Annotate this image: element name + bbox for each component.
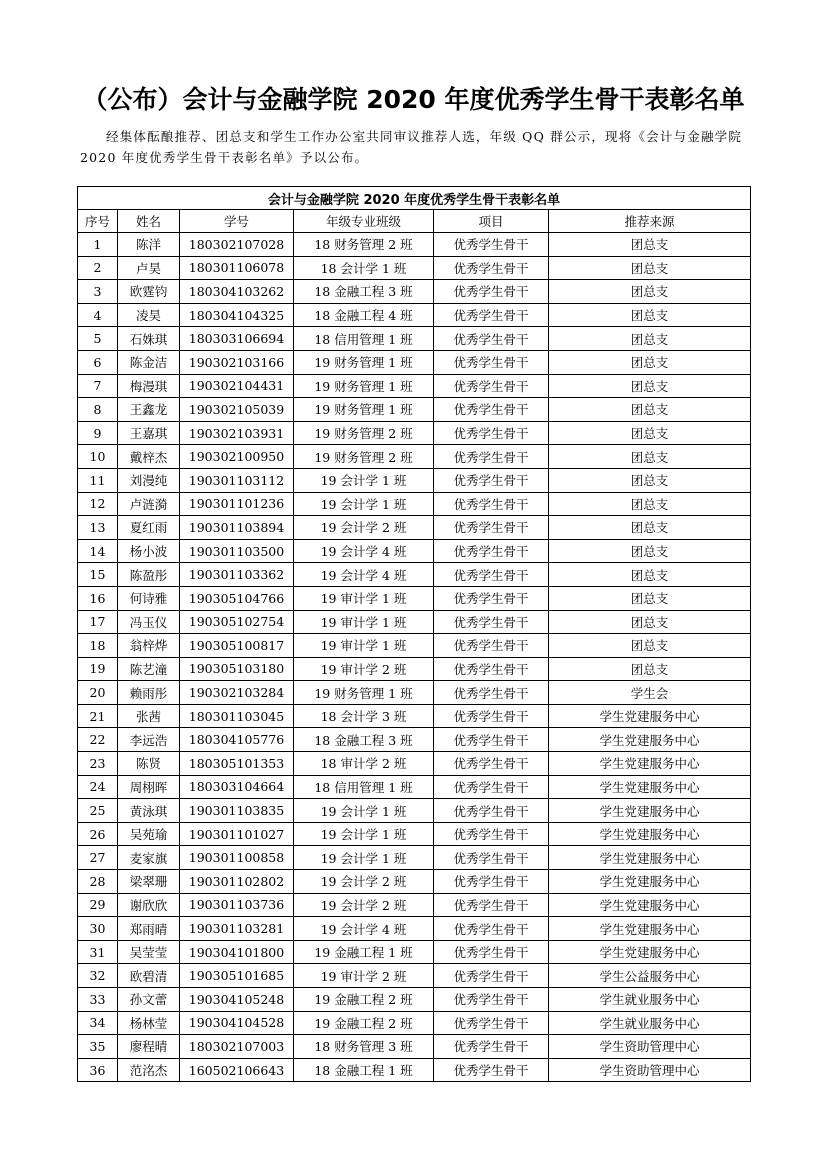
cell-source: 团总支 <box>549 233 751 257</box>
cell-source: 学生就业服务中心 <box>549 988 751 1012</box>
cell-index: 36 <box>78 1058 118 1082</box>
table-caption-row <box>78 187 751 210</box>
cell-index: 15 <box>78 563 118 587</box>
cell-class: 19 金融工程 2 班 <box>294 1011 434 1035</box>
cell-class: 19 审计学 1 班 <box>294 634 434 658</box>
cell-category: 优秀学生骨干 <box>434 374 549 398</box>
cell-index: 8 <box>78 398 118 422</box>
cell-student-id: 190302100950 <box>180 445 294 469</box>
cell-category: 优秀学生骨干 <box>434 893 549 917</box>
table-row <box>78 233 751 257</box>
cell-category: 优秀学生骨干 <box>434 280 549 304</box>
cell-category: 优秀学生骨干 <box>434 421 549 445</box>
cell-class: 19 金融工程 1 班 <box>294 940 434 964</box>
cell-source: 学生公益服务中心 <box>549 964 751 988</box>
cell-name: 陈洋 <box>118 233 180 257</box>
table-row <box>78 657 751 681</box>
cell-student-id: 180301103045 <box>180 704 294 728</box>
cell-name: 卢昊 <box>118 256 180 280</box>
cell-student-id: 180302107003 <box>180 1035 294 1059</box>
cell-index: 35 <box>78 1035 118 1059</box>
cell-index: 30 <box>78 917 118 941</box>
cell-student-id: 190301103736 <box>180 893 294 917</box>
table-row <box>78 1035 751 1059</box>
table-row <box>78 539 751 563</box>
table-row <box>78 280 751 304</box>
cell-source: 团总支 <box>549 374 751 398</box>
cell-source: 团总支 <box>549 586 751 610</box>
table-row <box>78 350 751 374</box>
cell-student-id: 190301102802 <box>180 870 294 894</box>
cell-class: 19 会计学 1 班 <box>294 468 434 492</box>
cell-index: 6 <box>78 350 118 374</box>
cell-class: 19 会计学 2 班 <box>294 516 434 540</box>
honor-roll-table <box>77 186 751 1082</box>
table-row <box>78 752 751 776</box>
cell-name: 陈艺潼 <box>118 657 180 681</box>
table-row <box>78 822 751 846</box>
cell-student-id: 190304105248 <box>180 988 294 1012</box>
table-row <box>78 610 751 634</box>
cell-source: 团总支 <box>549 468 751 492</box>
cell-name: 郑雨晴 <box>118 917 180 941</box>
cell-student-id: 180303106694 <box>180 327 294 351</box>
cell-name: 石姝琪 <box>118 327 180 351</box>
cell-name: 梁翠珊 <box>118 870 180 894</box>
table-row <box>78 704 751 728</box>
table-row <box>78 516 751 540</box>
cell-category: 优秀学生骨干 <box>434 870 549 894</box>
cell-name: 凌昊 <box>118 303 180 327</box>
cell-student-id: 190302103166 <box>180 350 294 374</box>
cell-source: 学生党建服务中心 <box>549 728 751 752</box>
header-source: 推荐来源 <box>549 210 751 233</box>
cell-student-id: 190302103284 <box>180 681 294 705</box>
cell-class: 19 会计学 2 班 <box>294 870 434 894</box>
cell-class: 18 信用管理 1 班 <box>294 327 434 351</box>
cell-index: 23 <box>78 752 118 776</box>
cell-source: 团总支 <box>549 280 751 304</box>
cell-class: 19 审计学 1 班 <box>294 610 434 634</box>
cell-index: 17 <box>78 610 118 634</box>
cell-index: 18 <box>78 634 118 658</box>
cell-category: 优秀学生骨干 <box>434 516 549 540</box>
cell-category: 优秀学生骨干 <box>434 256 549 280</box>
cell-class: 18 会计学 1 班 <box>294 256 434 280</box>
cell-index: 10 <box>78 445 118 469</box>
cell-category: 优秀学生骨干 <box>434 233 549 257</box>
table-row <box>78 728 751 752</box>
cell-index: 11 <box>78 468 118 492</box>
cell-category: 优秀学生骨干 <box>434 775 549 799</box>
cell-name: 刘漫纯 <box>118 468 180 492</box>
cell-source: 学生党建服务中心 <box>549 870 751 894</box>
cell-source: 学生党建服务中心 <box>549 775 751 799</box>
table-row <box>78 846 751 870</box>
cell-class: 19 财务管理 1 班 <box>294 374 434 398</box>
cell-class: 19 财务管理 1 班 <box>294 398 434 422</box>
cell-index: 3 <box>78 280 118 304</box>
cell-index: 12 <box>78 492 118 516</box>
cell-student-id: 190305100817 <box>180 634 294 658</box>
cell-class: 19 财务管理 1 班 <box>294 350 434 374</box>
table-row <box>78 917 751 941</box>
cell-source: 团总支 <box>549 421 751 445</box>
table-row <box>78 1058 751 1082</box>
cell-index: 14 <box>78 539 118 563</box>
cell-name: 王鑫龙 <box>118 398 180 422</box>
page-title: （公布）会计与金融学院 2020 年度优秀学生骨干表彰名单 <box>82 85 745 114</box>
table-row <box>78 940 751 964</box>
cell-source: 学生资助管理中心 <box>549 1035 751 1059</box>
cell-source: 学生就业服务中心 <box>549 1011 751 1035</box>
cell-student-id: 190301103500 <box>180 539 294 563</box>
cell-class: 19 会计学 1 班 <box>294 799 434 823</box>
cell-category: 优秀学生骨干 <box>434 1035 549 1059</box>
table-row <box>78 988 751 1012</box>
cell-student-id: 160502106643 <box>180 1058 294 1082</box>
cell-source: 团总支 <box>549 350 751 374</box>
cell-name: 赖雨彤 <box>118 681 180 705</box>
cell-name: 陈金洁 <box>118 350 180 374</box>
table-row <box>78 492 751 516</box>
cell-student-id: 190301103894 <box>180 516 294 540</box>
cell-index: 33 <box>78 988 118 1012</box>
cell-source: 团总支 <box>549 563 751 587</box>
cell-category: 优秀学生骨干 <box>434 303 549 327</box>
cell-category: 优秀学生骨干 <box>434 350 549 374</box>
table-row <box>78 1011 751 1035</box>
table-body <box>78 233 751 1082</box>
cell-category: 优秀学生骨干 <box>434 988 549 1012</box>
cell-source: 学生党建服务中心 <box>549 893 751 917</box>
cell-index: 26 <box>78 822 118 846</box>
cell-name: 张茜 <box>118 704 180 728</box>
cell-student-id: 180304103262 <box>180 280 294 304</box>
table-row <box>78 799 751 823</box>
table-row <box>78 634 751 658</box>
cell-name: 何诗雅 <box>118 586 180 610</box>
table-row <box>78 468 751 492</box>
cell-class: 18 信用管理 1 班 <box>294 775 434 799</box>
cell-class: 18 金融工程 3 班 <box>294 728 434 752</box>
cell-index: 31 <box>78 940 118 964</box>
table-row <box>78 327 751 351</box>
cell-source: 学生党建服务中心 <box>549 752 751 776</box>
cell-category: 优秀学生骨干 <box>434 822 549 846</box>
cell-index: 28 <box>78 870 118 894</box>
cell-index: 13 <box>78 516 118 540</box>
cell-source: 团总支 <box>549 492 751 516</box>
cell-category: 优秀学生骨干 <box>434 586 549 610</box>
cell-index: 16 <box>78 586 118 610</box>
cell-student-id: 190305102754 <box>180 610 294 634</box>
cell-source: 团总支 <box>549 634 751 658</box>
cell-name: 廖程晴 <box>118 1035 180 1059</box>
cell-category: 优秀学生骨干 <box>434 539 549 563</box>
cell-student-id: 190301103362 <box>180 563 294 587</box>
cell-class: 19 会计学 4 班 <box>294 539 434 563</box>
cell-name: 范洺杰 <box>118 1058 180 1082</box>
cell-index: 20 <box>78 681 118 705</box>
cell-class: 18 财务管理 2 班 <box>294 233 434 257</box>
cell-category: 优秀学生骨干 <box>434 846 549 870</box>
cell-name: 王嘉琪 <box>118 421 180 445</box>
table-row <box>78 256 751 280</box>
cell-source: 学生党建服务中心 <box>549 917 751 941</box>
table-row <box>78 445 751 469</box>
cell-class: 18 财务管理 3 班 <box>294 1035 434 1059</box>
cell-source: 团总支 <box>549 256 751 280</box>
cell-name: 周栩晖 <box>118 775 180 799</box>
cell-category: 优秀学生骨干 <box>434 610 549 634</box>
cell-student-id: 190301103835 <box>180 799 294 823</box>
table-row <box>78 398 751 422</box>
cell-class: 19 会计学 2 班 <box>294 893 434 917</box>
cell-source: 团总支 <box>549 303 751 327</box>
cell-student-id: 190305104766 <box>180 586 294 610</box>
cell-name: 夏红雨 <box>118 516 180 540</box>
cell-category: 优秀学生骨干 <box>434 468 549 492</box>
cell-name: 戴梓杰 <box>118 445 180 469</box>
cell-source: 团总支 <box>549 539 751 563</box>
cell-name: 陈盈彤 <box>118 563 180 587</box>
cell-index: 9 <box>78 421 118 445</box>
cell-index: 4 <box>78 303 118 327</box>
cell-category: 优秀学生骨干 <box>434 752 549 776</box>
cell-student-id: 190305101685 <box>180 964 294 988</box>
cell-class: 19 财务管理 2 班 <box>294 421 434 445</box>
table-row <box>78 303 751 327</box>
cell-category: 优秀学生骨干 <box>434 327 549 351</box>
cell-class: 18 审计学 2 班 <box>294 752 434 776</box>
cell-class: 19 审计学 2 班 <box>294 964 434 988</box>
table-row <box>78 775 751 799</box>
cell-source: 团总支 <box>549 657 751 681</box>
cell-category: 优秀学生骨干 <box>434 657 549 681</box>
cell-student-id: 190301103281 <box>180 917 294 941</box>
cell-index: 25 <box>78 799 118 823</box>
cell-student-id: 190302104431 <box>180 374 294 398</box>
cell-source: 团总支 <box>549 516 751 540</box>
cell-class: 18 金融工程 3 班 <box>294 280 434 304</box>
cell-category: 优秀学生骨干 <box>434 799 549 823</box>
cell-index: 19 <box>78 657 118 681</box>
cell-name: 黄泳琪 <box>118 799 180 823</box>
cell-index: 7 <box>78 374 118 398</box>
cell-category: 优秀学生骨干 <box>434 492 549 516</box>
cell-class: 19 会计学 4 班 <box>294 563 434 587</box>
cell-name: 吴莹莹 <box>118 940 180 964</box>
cell-index: 32 <box>78 964 118 988</box>
cell-category: 优秀学生骨干 <box>434 398 549 422</box>
cell-source: 学生党建服务中心 <box>549 704 751 728</box>
cell-student-id: 190304101800 <box>180 940 294 964</box>
cell-student-id: 190301101236 <box>180 492 294 516</box>
table-caption: 会计与金融学院 2020 年度优秀学生骨干表彰名单 <box>78 187 751 210</box>
table-row <box>78 421 751 445</box>
cell-category: 优秀学生骨干 <box>434 1011 549 1035</box>
cell-class: 19 会计学 1 班 <box>294 492 434 516</box>
cell-source: 学生党建服务中心 <box>549 822 751 846</box>
cell-student-id: 190301103112 <box>180 468 294 492</box>
cell-name: 李远浩 <box>118 728 180 752</box>
cell-source: 团总支 <box>549 327 751 351</box>
cell-class: 18 金融工程 4 班 <box>294 303 434 327</box>
cell-source: 团总支 <box>549 610 751 634</box>
cell-class: 19 财务管理 2 班 <box>294 445 434 469</box>
cell-class: 19 财务管理 1 班 <box>294 681 434 705</box>
cell-name: 梅漫琪 <box>118 374 180 398</box>
cell-index: 34 <box>78 1011 118 1035</box>
cell-name: 吴苑瑜 <box>118 822 180 846</box>
cell-name: 冯玉仪 <box>118 610 180 634</box>
cell-source: 团总支 <box>549 445 751 469</box>
cell-index: 21 <box>78 704 118 728</box>
cell-index: 27 <box>78 846 118 870</box>
cell-index: 5 <box>78 327 118 351</box>
table-row <box>78 681 751 705</box>
cell-name: 杨林莹 <box>118 1011 180 1035</box>
header-student-id: 学号 <box>180 210 294 233</box>
cell-class: 19 金融工程 2 班 <box>294 988 434 1012</box>
cell-name: 陈贤 <box>118 752 180 776</box>
cell-category: 优秀学生骨干 <box>434 681 549 705</box>
cell-name: 翁梓烨 <box>118 634 180 658</box>
cell-student-id: 190302103931 <box>180 421 294 445</box>
cell-source: 学生资助管理中心 <box>549 1058 751 1082</box>
cell-student-id: 180302107028 <box>180 233 294 257</box>
cell-name: 孙文蕾 <box>118 988 180 1012</box>
cell-source: 团总支 <box>549 398 751 422</box>
cell-class: 19 会计学 1 班 <box>294 846 434 870</box>
header-name: 姓名 <box>118 210 180 233</box>
cell-category: 优秀学生骨干 <box>434 940 549 964</box>
table-row <box>78 870 751 894</box>
cell-student-id: 190304104528 <box>180 1011 294 1035</box>
cell-category: 优秀学生骨干 <box>434 445 549 469</box>
table-row <box>78 893 751 917</box>
cell-name: 欧碧清 <box>118 964 180 988</box>
table-row <box>78 374 751 398</box>
cell-category: 优秀学生骨干 <box>434 634 549 658</box>
cell-class: 19 会计学 4 班 <box>294 917 434 941</box>
intro-paragraph: 经集体酝酿推荐、团总支和学生工作办公室共同审议推荐人选，年级 QQ 群公示，现将《会计与金融学院 2020 年度优秀学生骨干表彰名单》予以公布。 <box>80 129 743 165</box>
cell-student-id: 180301106078 <box>180 256 294 280</box>
cell-index: 29 <box>78 893 118 917</box>
cell-student-id: 190302105039 <box>180 398 294 422</box>
header-category: 项目 <box>434 210 549 233</box>
cell-name: 欧霆钧 <box>118 280 180 304</box>
cell-student-id: 180303104664 <box>180 775 294 799</box>
cell-student-id: 190305103180 <box>180 657 294 681</box>
table-row <box>78 563 751 587</box>
cell-index: 2 <box>78 256 118 280</box>
cell-class: 18 会计学 3 班 <box>294 704 434 728</box>
header-class: 年级专业班级 <box>294 210 434 233</box>
cell-class: 19 审计学 2 班 <box>294 657 434 681</box>
cell-category: 优秀学生骨干 <box>434 964 549 988</box>
table-header-row <box>78 210 751 233</box>
cell-class: 18 金融工程 1 班 <box>294 1058 434 1082</box>
cell-source: 学生会 <box>549 681 751 705</box>
cell-category: 优秀学生骨干 <box>434 704 549 728</box>
cell-index: 1 <box>78 233 118 257</box>
cell-student-id: 190301101027 <box>180 822 294 846</box>
table-row <box>78 964 751 988</box>
cell-index: 24 <box>78 775 118 799</box>
cell-name: 麦家旗 <box>118 846 180 870</box>
cell-student-id: 180304105776 <box>180 728 294 752</box>
cell-name: 谢欣欣 <box>118 893 180 917</box>
cell-index: 22 <box>78 728 118 752</box>
cell-source: 学生党建服务中心 <box>549 846 751 870</box>
cell-student-id: 190301100858 <box>180 846 294 870</box>
cell-category: 优秀学生骨干 <box>434 1058 549 1082</box>
header-index: 序号 <box>78 210 118 233</box>
cell-class: 19 审计学 1 班 <box>294 586 434 610</box>
cell-name: 卢涟漪 <box>118 492 180 516</box>
cell-source: 学生党建服务中心 <box>549 799 751 823</box>
cell-category: 优秀学生骨干 <box>434 563 549 587</box>
cell-student-id: 180305101353 <box>180 752 294 776</box>
cell-class: 19 会计学 1 班 <box>294 822 434 846</box>
cell-name: 杨小波 <box>118 539 180 563</box>
cell-category: 优秀学生骨干 <box>434 917 549 941</box>
cell-category: 优秀学生骨干 <box>434 728 549 752</box>
table-row <box>78 586 751 610</box>
cell-student-id: 180304104325 <box>180 303 294 327</box>
cell-source: 学生党建服务中心 <box>549 940 751 964</box>
